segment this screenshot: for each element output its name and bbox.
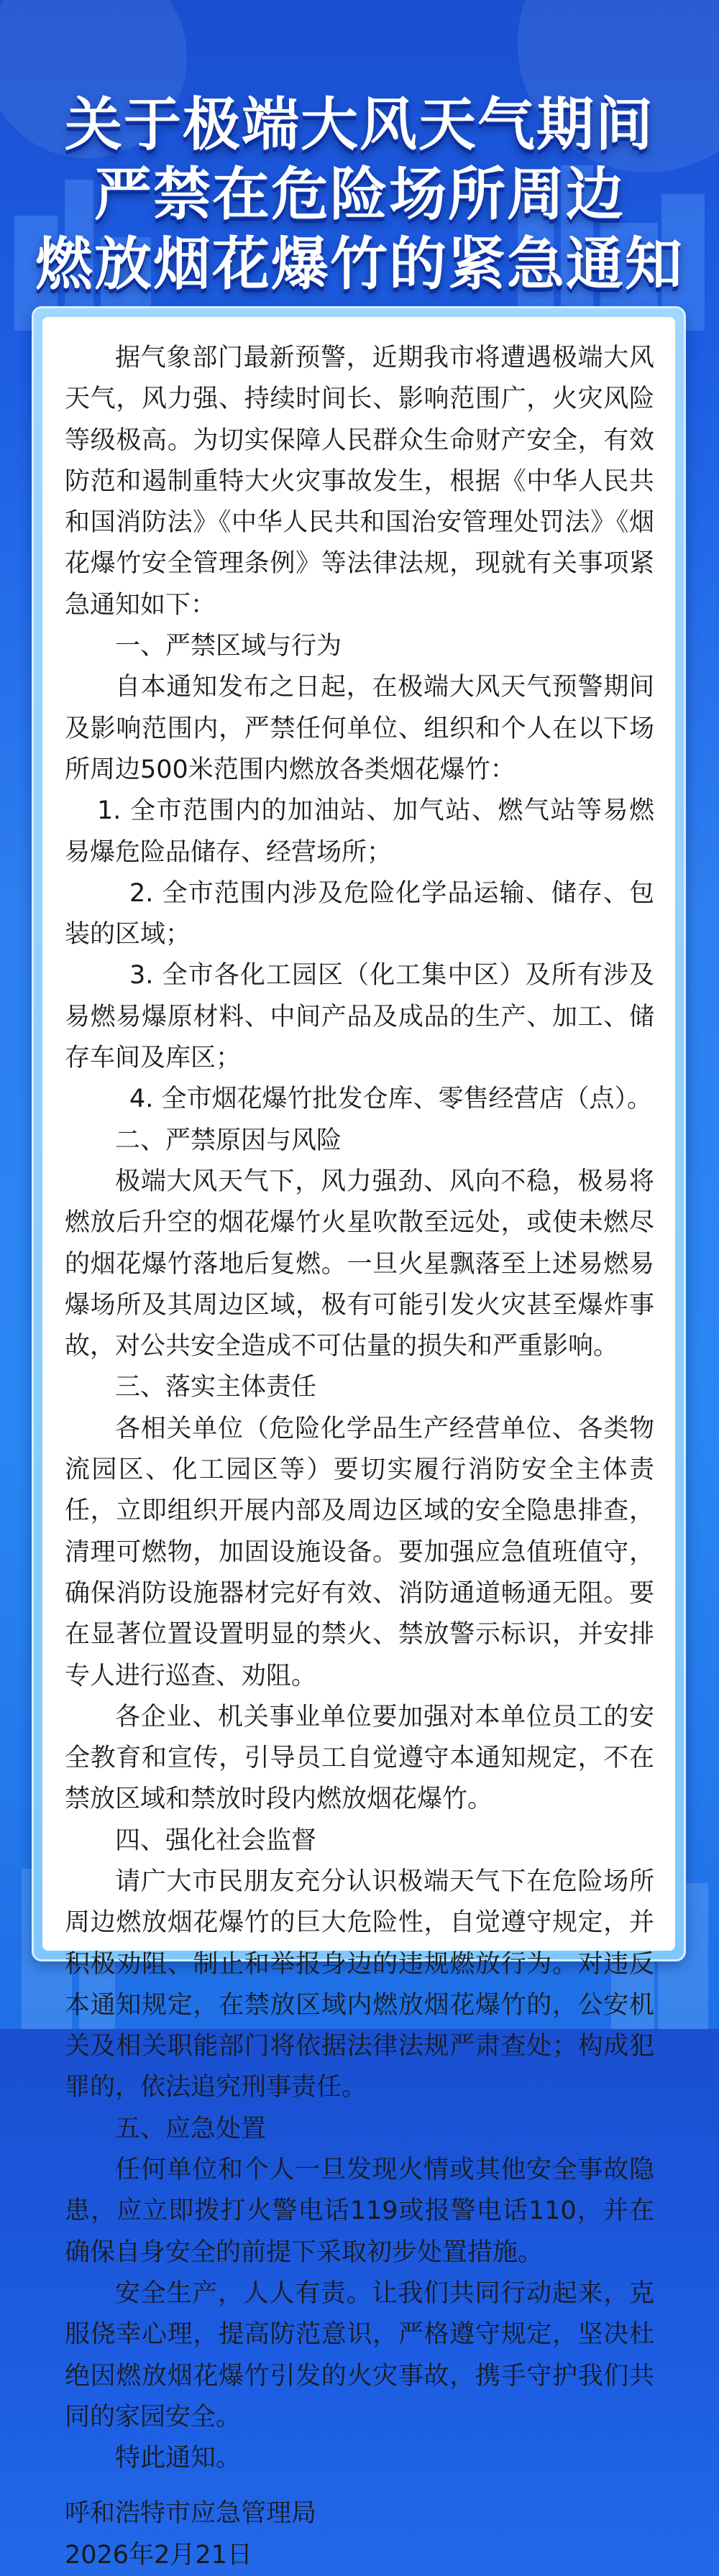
section-1-text: 自本通知发布之日起，在极端大风天气预警期间及影响范围内，严禁任何单位、组织和个人在以下场所周边500米范围内燃放各类烟花爆竹： (65, 673, 654, 784)
notice-body (65, 338, 654, 2576)
intro-paragraph: 据气象部门最新预警，近期我市将遭遇极端大风天气，风力强、持续时间长、影响范围广，火灾风险等级极高。为切实保障人民群众生命财产安全，有效防范和遏制重特大火灾事故发生，根据《中华人民共和国消防法》《中华人民共和国治安管理处罚法》《烟花爆竹安全管理条例》等法律法规，现就有关事项紧急通知如下： (65, 344, 654, 620)
title-line-1: 关于极端大风天气期间 (65, 91, 654, 158)
section-4-text: 请广大市民朋友充分认识极端天气下在危险场所周边燃放烟花爆竹的巨大危险性，自觉遵守规定，并积极劝阻、制止和举报身边的违规燃放行为。对违反本通知规定，在禁放区域内燃放烟花爆竹的，公安机关及相关职能部门将依据法律法规严肃查处；构成犯罪的，依法追究刑事责任。 (65, 1867, 654, 2102)
section-2-heading: 二、严禁原因与风险 (115, 1126, 342, 1155)
section-3-text-1: 各相关单位（危险化学品生产经营单位、各类物流园区、化工园区等）要切实履行消防安全主体责任，立即组织开展内部及周边区域的安全隐患排查，清理可燃物，加固设施设备。要加强应急值班值守，确保消防设施器材完好有效、消防通道畅通无阻。要在显著位置设置明显的禁火、禁放警示标识，并安排专人进行巡查、劝阻。 (65, 1414, 654, 1690)
section-3-text-2: 各企业、机关事业单位要加强对本单位员工的安全教育和宣传，引导员工自觉遵守本通知规定，不在禁放区域和禁放时段内燃放烟花爆竹。 (65, 1702, 654, 1814)
section-4-heading: 四、强化社会监督 (115, 1826, 317, 1855)
section-1-item-1: 1. 全市范围内的加油站、加气站、燃气站等易燃易爆危险品储存、经营场所； (65, 796, 654, 867)
section-1-item-4: 4. 全市烟花爆竹批发仓库、零售经营店（点）。 (129, 1085, 653, 1114)
section-1-item-3: 3. 全市各化工园区（化工集中区）及所有涉及易燃易爆原材料、中间产品及成品的生产、加工、储存车间及库区； (65, 961, 654, 1073)
title-line-2: 严禁在危险场所周边 (94, 161, 625, 228)
special-notice: 特此通知。 (115, 2444, 242, 2473)
title-line-3: 燃放烟花爆竹的紧急通知 (35, 231, 684, 298)
section-5-text: 任何单位和个人一旦发现火情或其他安全事故隐患，应立即拨打火警电话119或报警电话110，并在确保自身安全的前提下采取初步处置措施。 (65, 2156, 654, 2267)
section-2-text: 极端大风天气下，风力强劲、风向不稳，极易将燃放后升空的烟花爆竹火星吹散至远处，或使未燃尽的烟花爆竹落地后复燃。一旦火星飘落至上述易燃易爆场所及其周边区域，极有可能引发火灾甚至爆炸事故，对公共安全造成不可估量的损失和严重影响。 (65, 1167, 654, 1361)
closing-paragraph: 安全生产，人人有责。让我们共同行动起来，克服侥幸心理，提高防范意识，严格遵守规定，坚决杜绝因燃放烟花爆竹引发的火灾事故，携手守护我们共同的家园安全。 (65, 2278, 654, 2432)
section-1-heading: 一、严禁区域与行为 (115, 632, 342, 661)
issue-date: 2026年2月21日 (65, 2540, 252, 2570)
issuer-name: 呼和浩特市应急管理局 (65, 2499, 317, 2529)
section-3-heading: 三、落实主体责任 (115, 1373, 317, 1402)
section-1-item-2: 2. 全市范围内涉及危险化学品运输、储存、包装的区域； (65, 878, 654, 949)
notice-title (0, 90, 719, 299)
section-5-heading: 五、应急处置 (115, 2114, 267, 2143)
